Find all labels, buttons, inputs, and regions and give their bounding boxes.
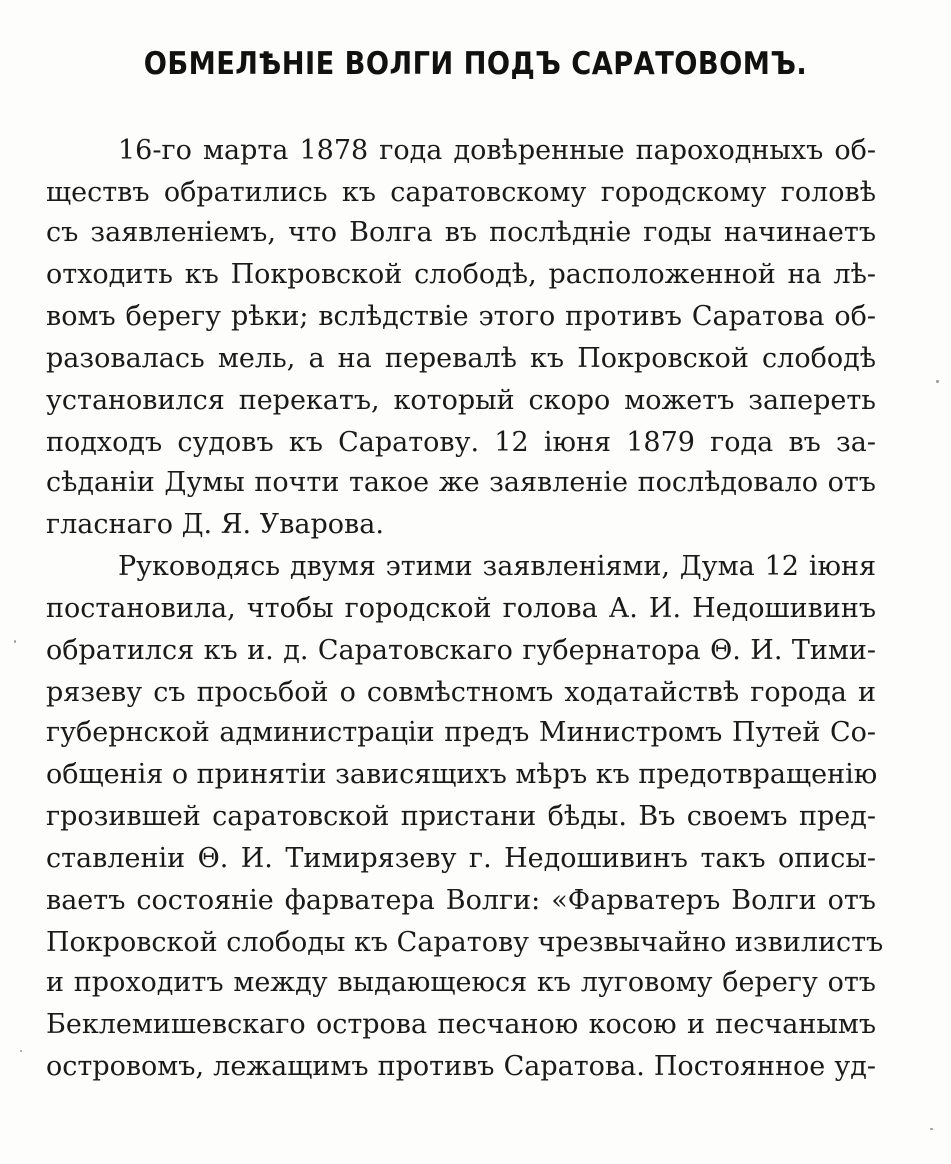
- text-line: грозившей саратовской пристани бѣды. Въ своемъ пред-: [46, 801, 876, 832]
- text-line: островомъ, лежащимъ противъ Саратова. Постоянное уд-: [46, 1051, 876, 1082]
- text-line: общенія о принятіи зависящихъ мѣръ къ предотвращенію: [46, 759, 878, 790]
- text-line: подходъ судовъ къ Саратову. 12 іюня 1879 года въ за-: [46, 427, 876, 458]
- text-line: обратился къ и. д. Саратовскаго губернатора Θ. И. Тими-: [46, 635, 876, 666]
- text-line: 16-го марта 1878 года довѣренные пароходныхъ об-: [118, 135, 876, 166]
- text-line: гласнаго Д. Я. Уварова.: [46, 509, 384, 540]
- text-line: рязеву съ просьбой о совмѣстномъ ходатайствѣ города и: [46, 677, 876, 708]
- text-line: Руководясь двумя этими заявленіями, Дума 12 іюня: [118, 551, 876, 582]
- text-line: Покровской слободы къ Саратову чрезвычайно извилистъ: [46, 927, 884, 958]
- text-line: и проходитъ между выдающеюся къ луговому берегу отъ: [46, 967, 876, 998]
- paper-speck: [936, 380, 939, 383]
- text-line: разовалась мель, а на перевалѣ къ Покровской слободѣ: [46, 343, 876, 374]
- text-line: Беклемишевскаго острова песчаною косою и песчанымъ: [46, 1009, 876, 1040]
- text-line: ваетъ состояніе фарватера Волги: «Фарватеръ Волги отъ: [46, 885, 876, 916]
- text-line: вомъ берегу рѣки; вслѣдствіе этого противъ Саратова об-: [46, 301, 876, 332]
- paper-speck: [930, 1128, 933, 1130]
- text-line: сѣданіи Думы почти такое же заявленіе послѣдовало отъ: [46, 467, 876, 498]
- paper-speck: [14, 640, 16, 643]
- text-line: отходить къ Покровской слободѣ, расположенной на лѣ-: [46, 259, 876, 290]
- text-line: установился перекатъ, который скоро можетъ запереть: [46, 385, 876, 416]
- page-title: ОБМЕЛѢНІЕ ВОЛГИ ПОДЪ САРАТОВОМЪ.: [143, 46, 808, 82]
- text-line: постановила, чтобы городской голова А. И. Недошивинъ: [46, 593, 876, 624]
- text-line: ществъ обратились къ саратовскому городскому головѣ: [46, 177, 876, 208]
- text-line: губернской администраціи предъ Министромъ Путей Со-: [46, 717, 876, 748]
- paper-speck: [20, 1050, 22, 1052]
- text-line: ставленіи Θ. И. Тимирязеву г. Недошивинъ такъ описы-: [46, 843, 876, 874]
- text-line: съ заявленіемъ, что Волга въ послѣдніе годы начинаетъ: [46, 217, 876, 248]
